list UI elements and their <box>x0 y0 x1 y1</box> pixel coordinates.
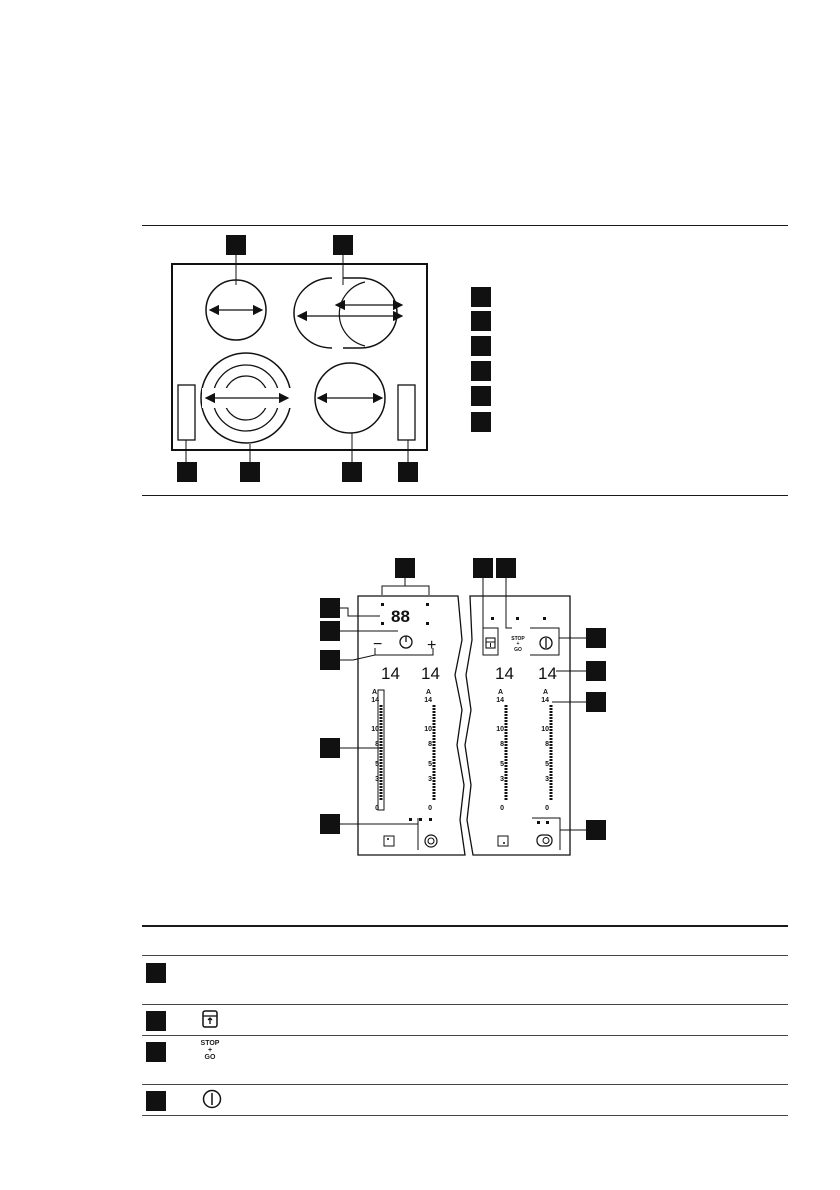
scale-tick: 3 <box>500 776 504 783</box>
stop-go-label: GO <box>514 647 522 653</box>
scale-tick: 5 <box>428 761 432 768</box>
scale-tick: 14 <box>424 697 432 704</box>
power-level-display: 14 <box>538 664 557 683</box>
callout-box <box>240 462 260 482</box>
callout-box <box>398 462 418 482</box>
scale-tick: 8 <box>428 741 432 748</box>
scale-tick: 0 <box>545 805 549 812</box>
row-number-box <box>146 1042 166 1062</box>
callout-box <box>320 598 340 618</box>
scale-tick: 5 <box>375 761 379 768</box>
scale-tick: 3 <box>428 776 432 783</box>
scale-tick: 5 <box>545 761 549 768</box>
row-number-box <box>146 1091 166 1111</box>
scale-tick: 8 <box>500 741 504 748</box>
callout-box <box>586 820 606 840</box>
callout-box <box>320 738 340 758</box>
scale-label: A <box>425 689 431 696</box>
table-header <box>142 925 788 956</box>
stop-go-line: + <box>207 1047 213 1054</box>
callout-box <box>320 621 340 641</box>
row-number-box <box>146 1011 166 1031</box>
legend-box <box>471 336 491 356</box>
callout-box <box>473 558 493 578</box>
zone-select-icon <box>498 836 508 846</box>
legend-box <box>471 287 491 307</box>
legend-box <box>471 361 491 381</box>
scale-tick: 3 <box>375 776 379 783</box>
callout-box <box>395 558 415 578</box>
callout-box <box>586 628 606 648</box>
scale-tick: 5 <box>500 761 504 768</box>
stop-go-label: STOP <box>511 636 525 642</box>
scale-tick: 10 <box>371 726 379 733</box>
scale-tick: 10 <box>496 726 504 733</box>
scale-tick: 10 <box>541 726 549 733</box>
stop-go-line: STOP <box>200 1040 220 1047</box>
scale-tick: 14 <box>496 697 504 704</box>
scale-label: A <box>371 689 377 696</box>
control-panel-left <box>178 385 195 440</box>
scale-label: A <box>497 689 503 696</box>
legend-box <box>471 386 491 406</box>
callout-box <box>496 558 516 578</box>
scale-label: A <box>542 689 548 696</box>
table-row <box>142 1036 788 1085</box>
scale-tick: 14 <box>541 697 549 704</box>
cooking-zone-oval <box>294 278 332 348</box>
callout-box <box>177 462 197 482</box>
stop-go-icon <box>198 1040 222 1061</box>
table-row <box>142 1085 788 1116</box>
callout-box <box>586 661 606 681</box>
dual-zone-icon <box>425 835 437 847</box>
row-number-box <box>146 963 166 983</box>
stop-go-label: + <box>516 641 520 647</box>
timer-display: 88 <box>391 607 410 626</box>
symbol-table <box>142 925 788 1116</box>
legend-box <box>471 311 491 331</box>
stop-go-line: GO <box>204 1054 216 1061</box>
power-level-display: 14 <box>495 664 514 683</box>
control-panel-right <box>398 385 415 440</box>
plus-key: + <box>427 637 437 654</box>
callout-box <box>333 235 353 255</box>
power-level-display: 14 <box>381 664 400 683</box>
scale-tick: 3 <box>545 776 549 783</box>
scale-tick: 0 <box>500 805 504 812</box>
table-row <box>142 956 788 1005</box>
scale-tick: 8 <box>375 741 379 748</box>
scale-tick: 0 <box>428 805 432 812</box>
scale-tick: 14 <box>371 697 379 704</box>
control-panel-outline-right <box>465 596 570 855</box>
oval-zone-icon <box>537 835 552 846</box>
scale-tick: 0 <box>375 805 379 812</box>
scale-tick: 8 <box>545 741 549 748</box>
power-level-display: 14 <box>421 664 440 683</box>
callout-box <box>342 462 362 482</box>
table-row <box>142 1005 788 1036</box>
lock-icon <box>202 1010 218 1028</box>
zone-select-icon <box>384 836 394 846</box>
callout-box <box>226 235 246 255</box>
minus-key: − <box>373 636 383 653</box>
scale-tick: 10 <box>424 726 432 733</box>
callout-box <box>320 650 340 670</box>
power-icon <box>202 1089 222 1109</box>
callout-box <box>586 692 606 712</box>
callout-box <box>320 814 340 834</box>
legend-box <box>471 412 491 432</box>
